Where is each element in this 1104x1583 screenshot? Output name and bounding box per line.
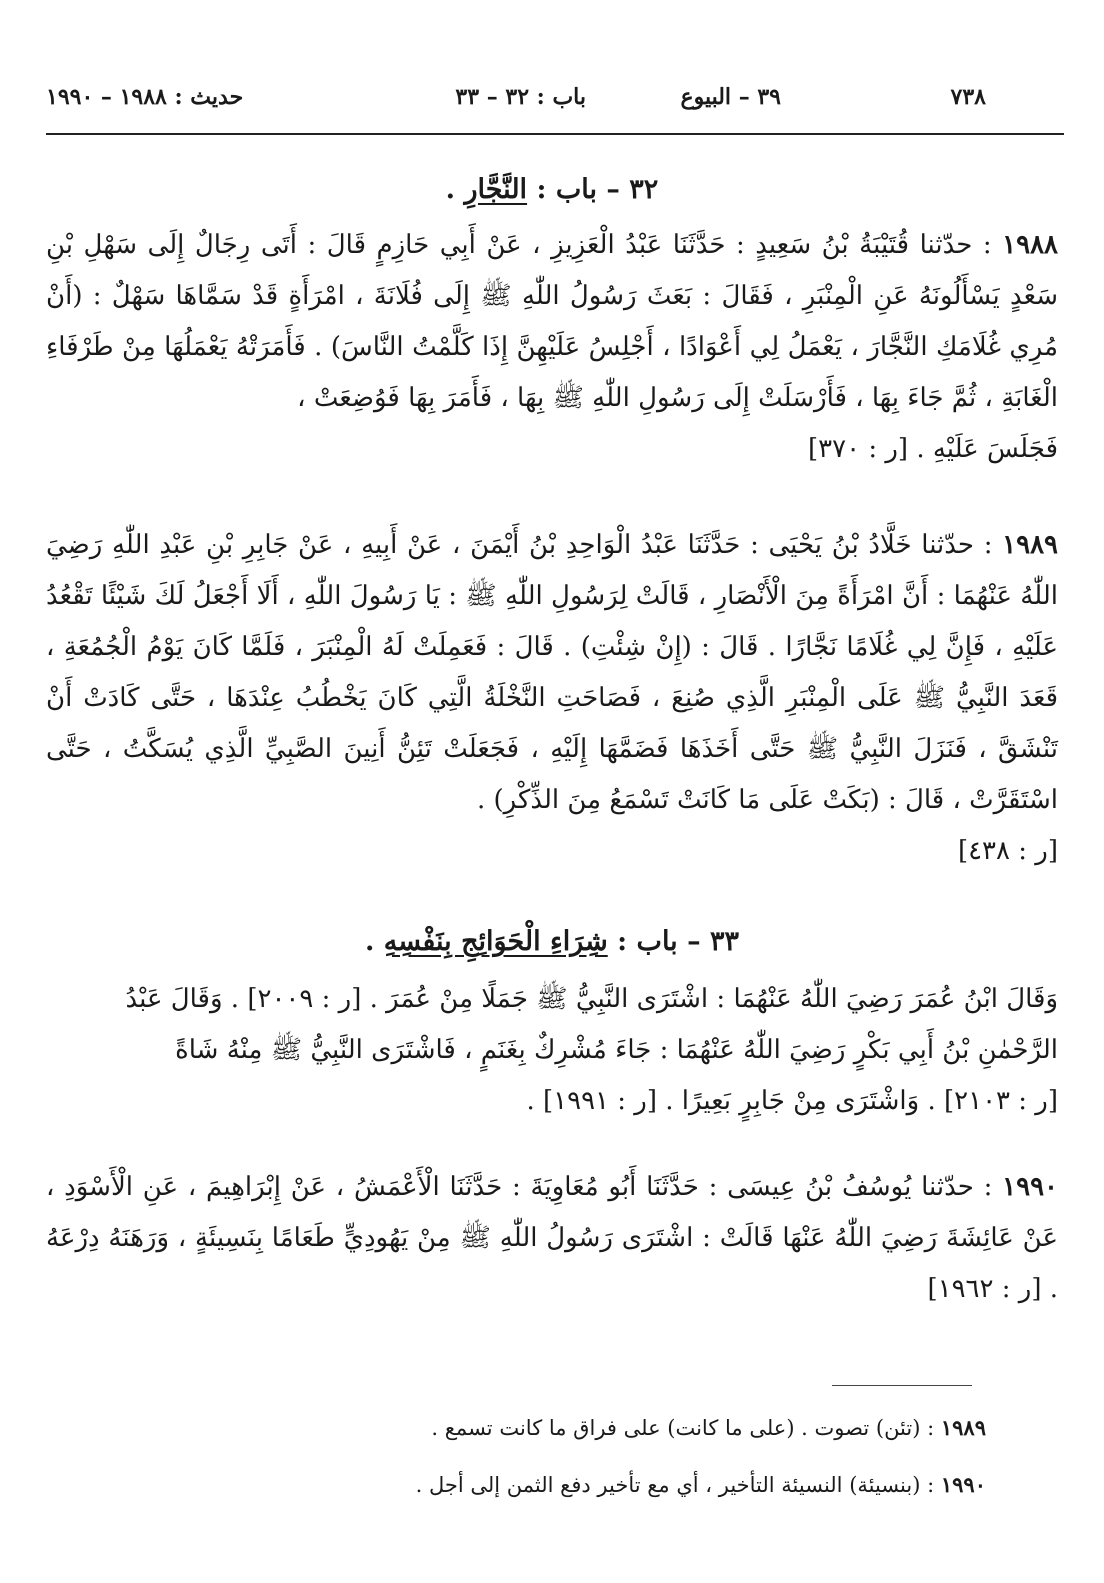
hadith-number: ١٩٨٨ xyxy=(1002,230,1058,260)
footnote-number: ١٩٨٩ xyxy=(940,1415,986,1440)
header-divider xyxy=(46,133,1064,135)
footnote-text: : (بنسيئة) النسيئة التأخير ، أي مع تأخير دفع الثمن إلى أجل . xyxy=(415,1473,935,1497)
chapter-32-prefix: ٣٢ – باب : xyxy=(536,174,659,205)
chapter-33-suffix: . xyxy=(364,926,375,957)
hadith-text: : حدّثنا يُوسُفُ بْنُ عِيسَى : حَدَّثَنَا أَبُو مُعَاوِيَةَ : حَدَّثَنَا الْأَعْمَشُ ، عَنْ إِبْرَاهِيمَ ، عَنِ الْأَسْوَدِ ، عَنْ عَائِشَةَ رَضِيَ اللّٰهُ عَنْهَا قَالَتْ : اشْتَرَى رَسُولُ اللّٰهِ ﷺ مِنْ يَهُودِيٍّ طَعَامًا بِنَسِيئَةٍ ، وَرَهَنَهُ دِرْعَهُ . xyxy=(46,1172,1058,1304)
hadith-1989 xyxy=(46,520,1058,877)
hadith-number: ١٩٨٩ xyxy=(1002,530,1058,560)
intro-reference: [ر : ٢١٠٣] . xyxy=(927,1086,1058,1116)
hadith-reference: [ر : ١٩٦٢] xyxy=(927,1274,1042,1304)
intro-text: وَاشْتَرَى مِنْ جَابِرٍ بَعِيرًا . xyxy=(665,1086,920,1116)
hadith-text-end: فَجَلَسَ عَلَيْهِ . xyxy=(916,434,1058,464)
intro-text: وَقَالَ عَبْدُ الرَّحْمٰنِ بْنُ أَبِي بَكْرٍ رَضِيَ اللّٰهُ عَنْهُمَا : جَاءَ مُشْرِكٌ بِغَنَمٍ ، فَاشْتَرَى النَّبِيُّ ﷺ مِنْهُ شَاةً xyxy=(125,984,1058,1065)
chapter-33-name: شِرَاءِ الْحَوَائِجِ بِنَفْسِهِ xyxy=(383,926,608,957)
intro-reference: [ر : ٢٠٠٩] . xyxy=(230,984,362,1014)
chapter-32-name: النَّجَّارِ xyxy=(464,174,528,205)
chapter-33-prefix: ٣٣ – باب : xyxy=(617,926,739,957)
running-header xyxy=(46,78,986,118)
footnote-divider xyxy=(832,1385,972,1386)
footnote-text: : (تئن) تصوت . (على ما كانت) على فراق ما كانت تسمع . xyxy=(431,1416,935,1440)
page-number: ٧٣٨ xyxy=(950,84,986,110)
footnote-1989 xyxy=(46,1412,986,1444)
hadith-text: : حدّثنا قُتَيْبَةُ بْنُ سَعِيدٍ : حَدَّثَنَا عَبْدُ الْعَزِيزِ ، عَنْ أَبِي حَازِمٍ قَالَ : أَتَى رِجَالٌ إِلَى سَهْلِ بْنِ سَعْدٍ يَسْأَلُونَهُ عَنِ الْمِنْبَرِ ، فَقَالَ : بَعَثَ رَسُولُ اللّٰهِ ﷺ إِلَى فُلَانَةَ ، امْرَأَةٍ قَدْ سَمَّاهَا سَهْلٌ : (أَنْ مُرِي غُلَامَكِ النَّجَّارَ ، يَعْمَلُ لِي أَعْوَادًا ، أَجْلِسُ عَلَيْهِنَّ إِذَا كَلَّمْتُ النَّاسَ) . فَأَمَرَتْهُ يَعْمَلُهَا مِنْ طَرْفَاءِ الْغَابَةِ ، ثُمَّ جَاءَ بِهَا ، فَأَرْسَلَتْ إِلَى رَسُولِ اللّٰهِ ﷺ بِهَا ، فَأَمَرَ بِهَا فَوُضِعَتْ ، xyxy=(46,230,1058,413)
hadith-reference: [ر : ٣٧٠] xyxy=(808,434,909,464)
book-title: ٣٩ – البيوع xyxy=(680,84,781,110)
chapter-33-intro xyxy=(46,974,1058,1127)
hadith-number: ١٩٩٠ xyxy=(1002,1172,1058,1202)
hadith-text: : حدّثنا خَلَّادُ بْنُ يَحْيَى : حَدَّثَنَا عَبْدُ الْوَاحِدِ بْنُ أَيْمَنَ ، عَنْ أَبِيهِ ، عَنْ جَابِرِ بْنِ عَبْدِ اللّٰهِ رَضِيَ اللّٰهُ عَنْهُمَا : أَنَّ امْرَأَةً مِنَ الْأَنْصَارِ ، قَالَتْ لِرَسُولِ اللّٰهِ ﷺ : يَا رَسُولَ اللّٰهِ ، أَلَا أَجْعَلُ لَكَ شَيْئًا تَقْعُدُ عَلَيْهِ ، فَإِنَّ لِي غُلَامًا نَجَّارًا . قَالَ : (إِنْ شِئْتِ) . قَالَ : فَعَمِلَتْ لَهُ الْمِنْبَرَ ، فَلَمَّا كَانَ يَوْمُ الْجُمُعَةِ ، قَعَدَ النَّبِيُّ ﷺ عَلَى الْمِنْبَرِ الَّذِي صُنِعَ ، فَصَاحَتِ النَّخْلَةُ الَّتِي كَانَ يَخْطُبُ عِنْدَهَا ، حَتَّى كَادَتْ أَنْ تَنْشَقَّ ، فَنَزَلَ النَّبِيُّ ﷺ حَتَّى أَخَذَهَا فَضَمَّهَا إِلَيْهِ ، فَجَعَلَتْ تَئِنُّ أَنِينَ الصَّبِيِّ الَّذِي يُسَكَّتُ ، حَتَّى اسْتَقَرَّتْ ، قَالَ : (بَكَتْ عَلَى مَا كَانَتْ تَسْمَعُ مِنَ الذِّكْرِ) . xyxy=(46,530,1058,815)
intro-text: وَقَالَ ابْنُ عُمَرَ رَضِيَ اللّٰهُ عَنْهُمَا : اشْتَرَى النَّبِيُّ ﷺ جَمَلًا مِنْ عُمَرَ . xyxy=(369,984,1058,1014)
chapter-33-heading xyxy=(46,922,1058,962)
hadith-reference: [ر : ٤٣٨] xyxy=(957,836,1058,866)
bab-range: باب : ٣٢ – ٣٣ xyxy=(455,84,586,110)
hadith-range: حديث : ١٩٨٨ – ١٩٩٠ xyxy=(46,84,244,110)
footnote-number: ١٩٩٠ xyxy=(940,1472,986,1497)
chapter-32-suffix: . xyxy=(445,174,456,205)
hadith-1990 xyxy=(46,1162,1058,1315)
hadith-1988 xyxy=(46,220,1058,475)
chapter-32-heading xyxy=(46,170,1058,210)
footnote-1990 xyxy=(46,1469,986,1501)
intro-reference: [ر : ١٩٩١] . xyxy=(526,1086,657,1116)
